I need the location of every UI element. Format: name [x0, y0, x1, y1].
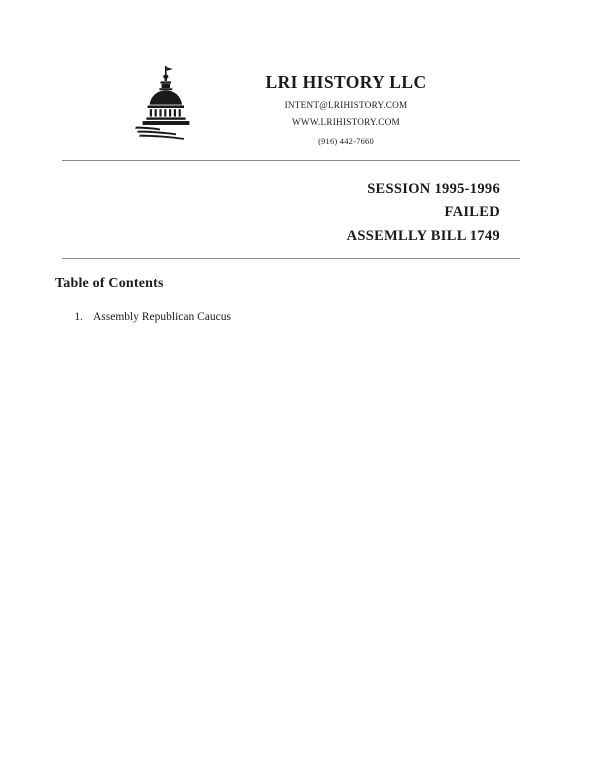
- table-of-contents-heading: Table of Contents: [55, 276, 164, 291]
- table-of-contents-list: [55, 308, 525, 326]
- list-item[interactable]: [55, 308, 525, 326]
- capitol-dome-logo-icon: [124, 64, 210, 142]
- title-line-status: FAILED: [444, 204, 500, 221]
- company-name: LRI HISTORY LLC: [265, 72, 427, 92]
- toc-item-label[interactable]: Assembly Republican Caucus: [93, 311, 231, 323]
- divider-bottom: [62, 258, 520, 259]
- title-line-bill: ASSEMLLY BILL 1749: [346, 227, 500, 244]
- letterhead: [0, 58, 600, 147]
- letterhead-text: [216, 58, 476, 147]
- company-email: INTENT@LRIHISTORY.COM: [284, 99, 408, 110]
- company-website: WWW.LRIHISTORY.COM: [292, 117, 400, 128]
- divider-top: [62, 160, 520, 161]
- toc-item-number: 1.: [74, 311, 83, 323]
- company-phone: (916) 442-7660: [318, 136, 374, 146]
- title-line-session: SESSION 1995-1996: [367, 181, 500, 197]
- title-block: [62, 178, 500, 248]
